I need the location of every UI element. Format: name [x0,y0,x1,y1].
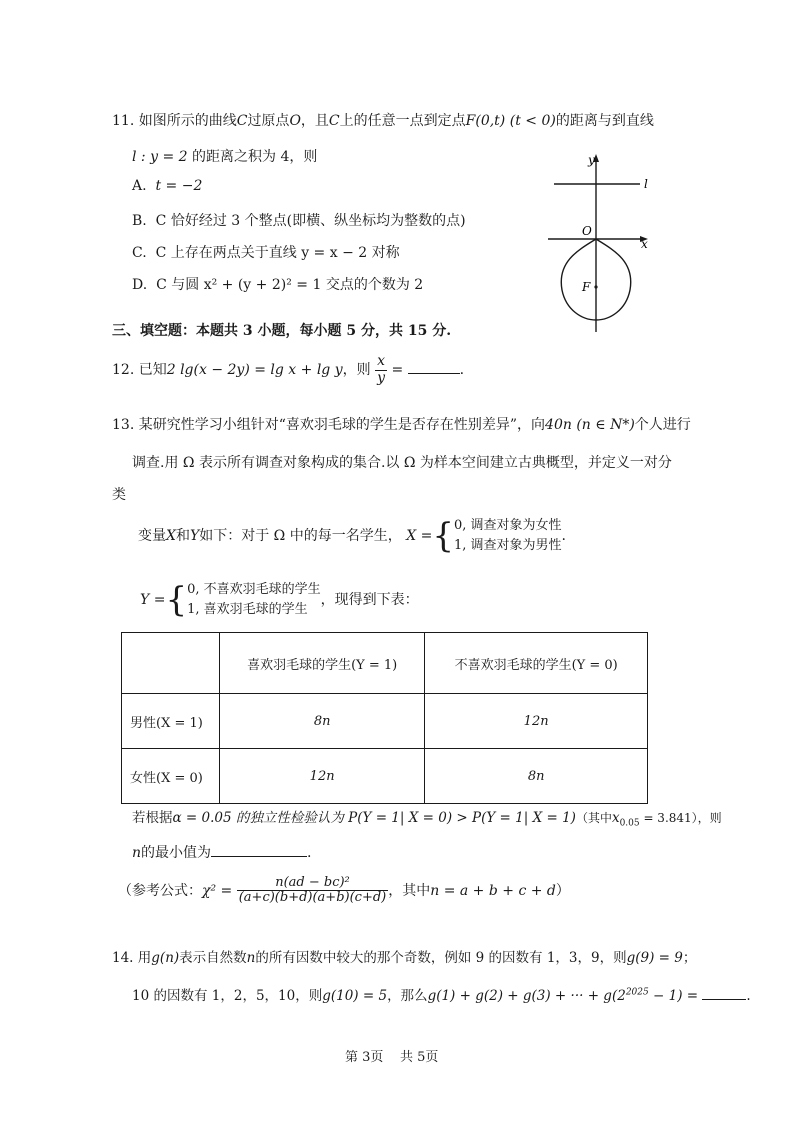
q11-curve-C: C [236,113,248,129]
table-row [122,749,648,804]
q13-X-eq: X = [406,528,433,544]
q12-end: . [459,362,465,378]
origin-label: O [582,224,592,238]
section3-heading: 三、填空题：本题共 3 小题，每小题 5 分，共 15 分. [112,323,452,339]
q13-chi-val: = 3.841），则 [639,811,722,825]
q13-line1-b: 个人进行 [634,417,691,433]
line-l-label: l [644,177,648,191]
q13-cond-expr: α = 0.05 的独立性检验认为 P(Y = 1| X = 0) > P(Y = 1| X = 1) [172,810,576,826]
table-cell: 8n [220,694,425,749]
formula-num: n(ad − bc)² [237,876,389,891]
option-label: A. [132,178,147,194]
q14-sum-end: − 1) = [648,988,699,1004]
q14-sum-exp: 2025 [625,987,649,998]
q11-option-d [132,274,423,294]
option-label: C. [132,245,147,261]
table-header-cell [122,633,220,694]
q13-Y-cases [187,580,321,620]
q14-line2-a: 10 的因数有 1，2，5，10，则 [132,988,323,1004]
q13-X-brace: { [432,516,454,556]
q11-origin-O: O [289,113,301,129]
q13-number: 13. [112,417,135,433]
q13-Y-eq: Y = [140,592,166,608]
option-label: D. [132,277,148,293]
q12-expr: 2 lg(x − 2y) = lg x + lg y [166,362,343,378]
q13-Y-def [140,580,419,620]
q12-answer-blank[interactable] [408,359,460,374]
q13-period: . [561,528,566,544]
q11-option-b [132,210,466,230]
table-header-row [122,633,648,694]
q14-sum: g(1) + g(2) + g(3) + ··· + g(2 [427,988,626,1004]
option-text: C 恰好经过 3 个整点(即横、纵坐标均为整数的点) [155,213,466,229]
q13-var-b: 如下：对于 Ω 中的每一名学生， [199,528,402,544]
footer-total: 共 5页 [399,1050,439,1065]
q13-X-cases [454,516,562,556]
q13-line3: 类 [112,487,126,503]
q13-condition [132,806,722,829]
q14-line1-c: 的所有因数中较大的那个奇数，例如 9 的因数有 1，3，9，则 [255,950,627,966]
q12-fraction [375,354,387,386]
q13-chi-sub: 0.05 [619,818,640,829]
q11-line1 [112,110,654,130]
q14-line2 [132,984,751,1004]
option-text: t = −2 [155,178,203,194]
q13-n-expr: 40n (n ∈ N*) [545,417,635,433]
q13-ref-a: （参考公式： [118,882,202,899]
q11-line-l: l : y = 2 [132,149,188,165]
q13-ref-b: ，其中 [388,882,431,899]
footer-page: 第 3页 [345,1050,384,1065]
q14-line1-end: ； [682,950,697,966]
x-axis-label: x [641,237,648,251]
q13-ask-b: 的最小值为 [141,845,212,861]
frac-den: y [377,369,386,386]
q14-line1-a: 用 [137,950,152,966]
q11-figure [540,150,670,335]
q11-F-coord: (0,t) [475,113,506,129]
frac-num: x [375,354,387,370]
q13-var-def [138,516,566,556]
table-cell: 12n [220,749,425,804]
q14-line2-end: . [746,988,751,1004]
q13-chi: χ² = [202,882,233,899]
q13-ask-end: . [307,845,312,861]
q11-point-F: F [465,113,476,129]
q11-t-cond: (t < 0) [509,113,556,129]
q11-option-c [132,242,400,262]
focus-point [594,285,597,288]
q13-table [121,632,648,804]
q11-line2-text: 的距离之积为 4，则 [192,149,318,165]
q11-curve-C2: C [328,113,340,129]
q13-cond-b: （其中 [575,811,612,825]
q14-line1-b: 表示自然数 [179,950,247,966]
q13-line2: 调查.用 Ω 表示所有调查对象构成的集合.以 Ω 为样本空间建立古典概型，并定义一对分 [132,455,672,471]
q11-option-a [132,178,202,194]
q13-ref-end: ） [555,882,570,899]
option-label: B. [132,213,147,229]
q13-var-a: 变量 [138,528,166,544]
q11-stem-d: 上的任意一点到定点 [339,113,466,129]
q11-stem-c: ，且 [300,113,329,129]
q12 [112,352,464,388]
q14-n: n [246,950,256,966]
q13-answer-blank[interactable] [211,842,307,857]
q12-text-a: 已知 [138,362,167,378]
formula-den: (a+c)(b+d)(a+b)(c+d) [238,890,387,906]
q11-stem-b: 过原点 [247,113,290,129]
q14-number: 14. [112,950,134,966]
q14-g10: g(10) = 5 [322,988,388,1004]
q12-eq: = [391,362,404,378]
option-text: C 上存在两点关于直线 y = x − 2 对称 [155,245,400,261]
q13-X: X [166,528,176,544]
q13-ref-n: n = a + b + c + d [430,882,556,899]
q14-answer-blank[interactable] [702,985,746,1000]
q13-Y-case1: 1, 喜欢羽毛球的学生 [187,602,308,617]
q13-and: 和 [175,528,190,544]
q13-Y-brace: { [165,580,188,620]
q11-stem-a: 如图所示的曲线 [138,113,237,129]
table-header-cell: 喜欢羽毛球的学生(Y = 1) [220,633,425,694]
q13-X-case0: 0, 调查对象为女性 [453,518,562,533]
y-axis-label: y [588,153,595,167]
q14-g9: g(9) = 9 [626,950,683,966]
q13-ask [132,842,311,862]
table-cell: 12n [425,694,648,749]
table-cell: 男性(X = 1) [122,694,220,749]
table-cell: 8n [425,749,648,804]
q13-chi-crit: x [611,810,620,826]
focus-label: F [582,280,591,294]
q13-Y: Y [189,528,200,544]
q12-text-b: ，则 [342,362,371,378]
q11-stem-e: 的距离与到直线 [555,113,654,129]
table-row [122,694,648,749]
table-cell: 女性(X = 0) [122,749,220,804]
table-header-cell: 不喜欢羽毛球的学生(Y = 0) [425,633,648,694]
q14-line2-b: ，那么 [387,988,428,1004]
q11-number: 11. [112,113,135,129]
q13-formula [237,876,389,906]
q13-cond-a: 若根据 [132,810,173,826]
q13-reference [118,876,570,906]
q14-line1 [112,946,696,966]
q13-ask-n: n [132,845,142,861]
q13-X-case1: 1, 调查对象为男性 [453,538,562,553]
option-text: C 与圆 x² + (y + 2)² = 1 交点的个数为 2 [156,277,424,293]
q12-number: 12. [112,362,135,378]
page-footer [345,1046,438,1065]
q11-line2 [132,146,317,166]
q13-line1-a: 某研究性学习小组针对“喜欢羽毛球的学生是否存在性别差异”，向 [138,417,546,433]
q13-Y-after: ，现得到下表： [320,592,419,608]
q13-line1 [112,414,691,434]
q14-gn: g(n) [151,950,180,966]
q13-Y-case0: 0, 不喜欢羽毛球的学生 [187,582,321,597]
